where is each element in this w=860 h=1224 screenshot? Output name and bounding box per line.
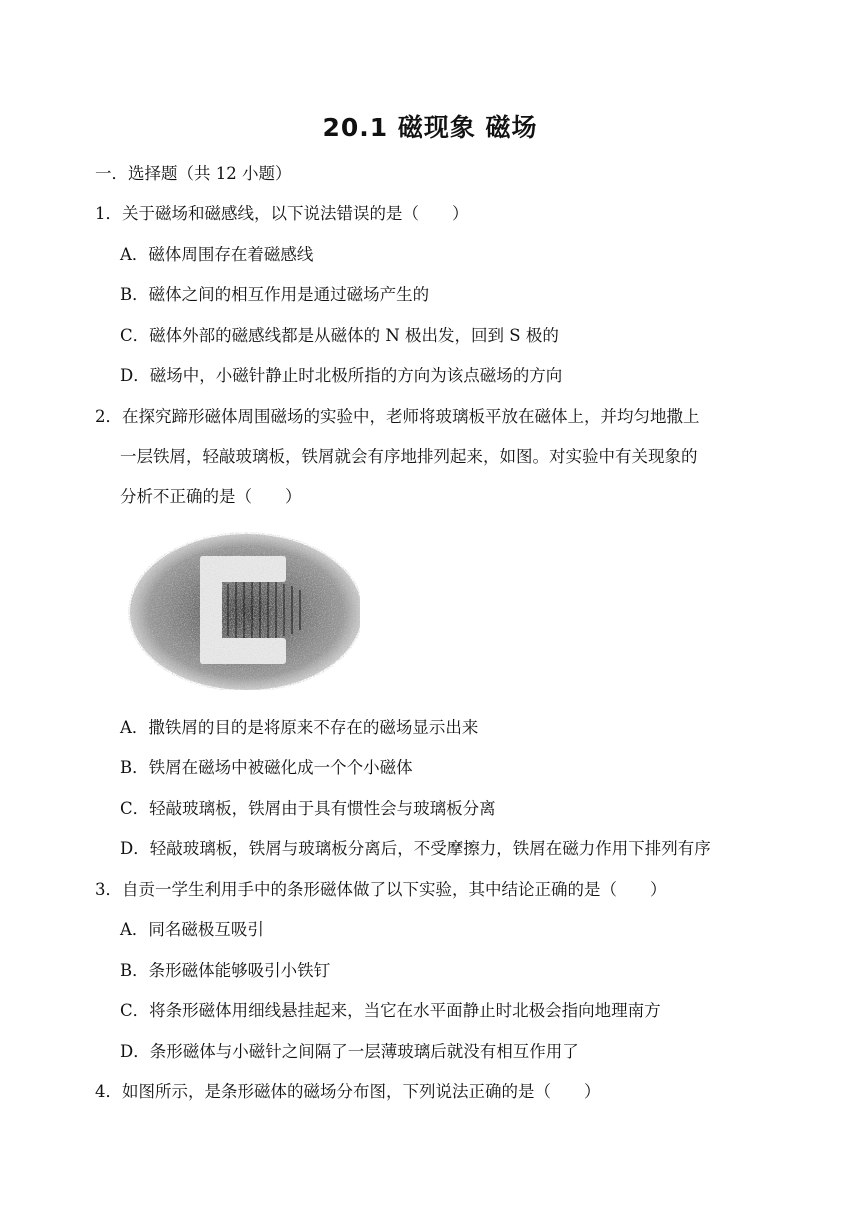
question-3-option-a: A．同名磁极互吸引 (120, 920, 264, 939)
question-3-option-c: C．将条形磁体用细线悬挂起来，当它在水平面静止时北极会指向地理南方 (120, 1001, 661, 1020)
question-2-option-d: D．轻敲玻璃板，铁屑与玻璃板分离后，不受摩擦力，铁屑在磁力作用下排列有序 (120, 839, 711, 858)
question-2-option-b: B．铁屑在磁场中被磁化成一个个小磁体 (120, 758, 413, 777)
section-heading: 一．选择题（共 12 小题） (95, 164, 292, 183)
question-2-stem-line-3: 分析不正确的是（ ） (120, 487, 302, 506)
iron-filings-figure (128, 532, 360, 690)
question-2-stem-line-1: 2．在探究蹄形磁体周围磁场的实验中，老师将玻璃板平放在磁体上，并均匀地撒上 (95, 407, 700, 426)
question-1-option-c: C．磁体外部的磁感线都是从磁体的 N 极出发，回到 S 极的 (120, 326, 559, 345)
question-1-option-b: B．磁体之间的相互作用是通过磁场产生的 (120, 285, 430, 304)
question-1-stem: 1．关于磁场和磁感线，以下说法错误的是（ ） (95, 204, 469, 223)
question-1-option-a: A．磁体周围存在着磁感线 (120, 245, 314, 264)
question-2-option-c: C．轻敲玻璃板，铁屑由于具有惯性会与玻璃板分离 (120, 799, 496, 818)
question-3-option-d: D．条形磁体与小磁针之间隔了一层薄玻璃后就没有相互作用了 (120, 1042, 579, 1061)
question-3-option-b: B．条形磁体能够吸引小铁钉 (120, 961, 331, 980)
question-4-stem: 4．如图所示，是条形磁体的磁场分布图，下列说法正确的是（ ） (95, 1082, 601, 1101)
question-3-stem: 3．自贡一学生利用手中的条形磁体做了以下实验，其中结论正确的是（ ） (95, 880, 667, 899)
question-2-stem-line-2: 一层铁屑，轻敲玻璃板，铁屑就会有序地排列起来，如图。对实验中有关现象的 (120, 447, 698, 466)
question-1-option-d: D．磁场中，小磁针静止时北极所指的方向为该点磁场的方向 (120, 366, 563, 385)
question-2-option-a: A．撒铁屑的目的是将原来不存在的磁场显示出来 (120, 718, 479, 737)
page-title: 20.1 磁现象 磁场 (322, 113, 538, 142)
